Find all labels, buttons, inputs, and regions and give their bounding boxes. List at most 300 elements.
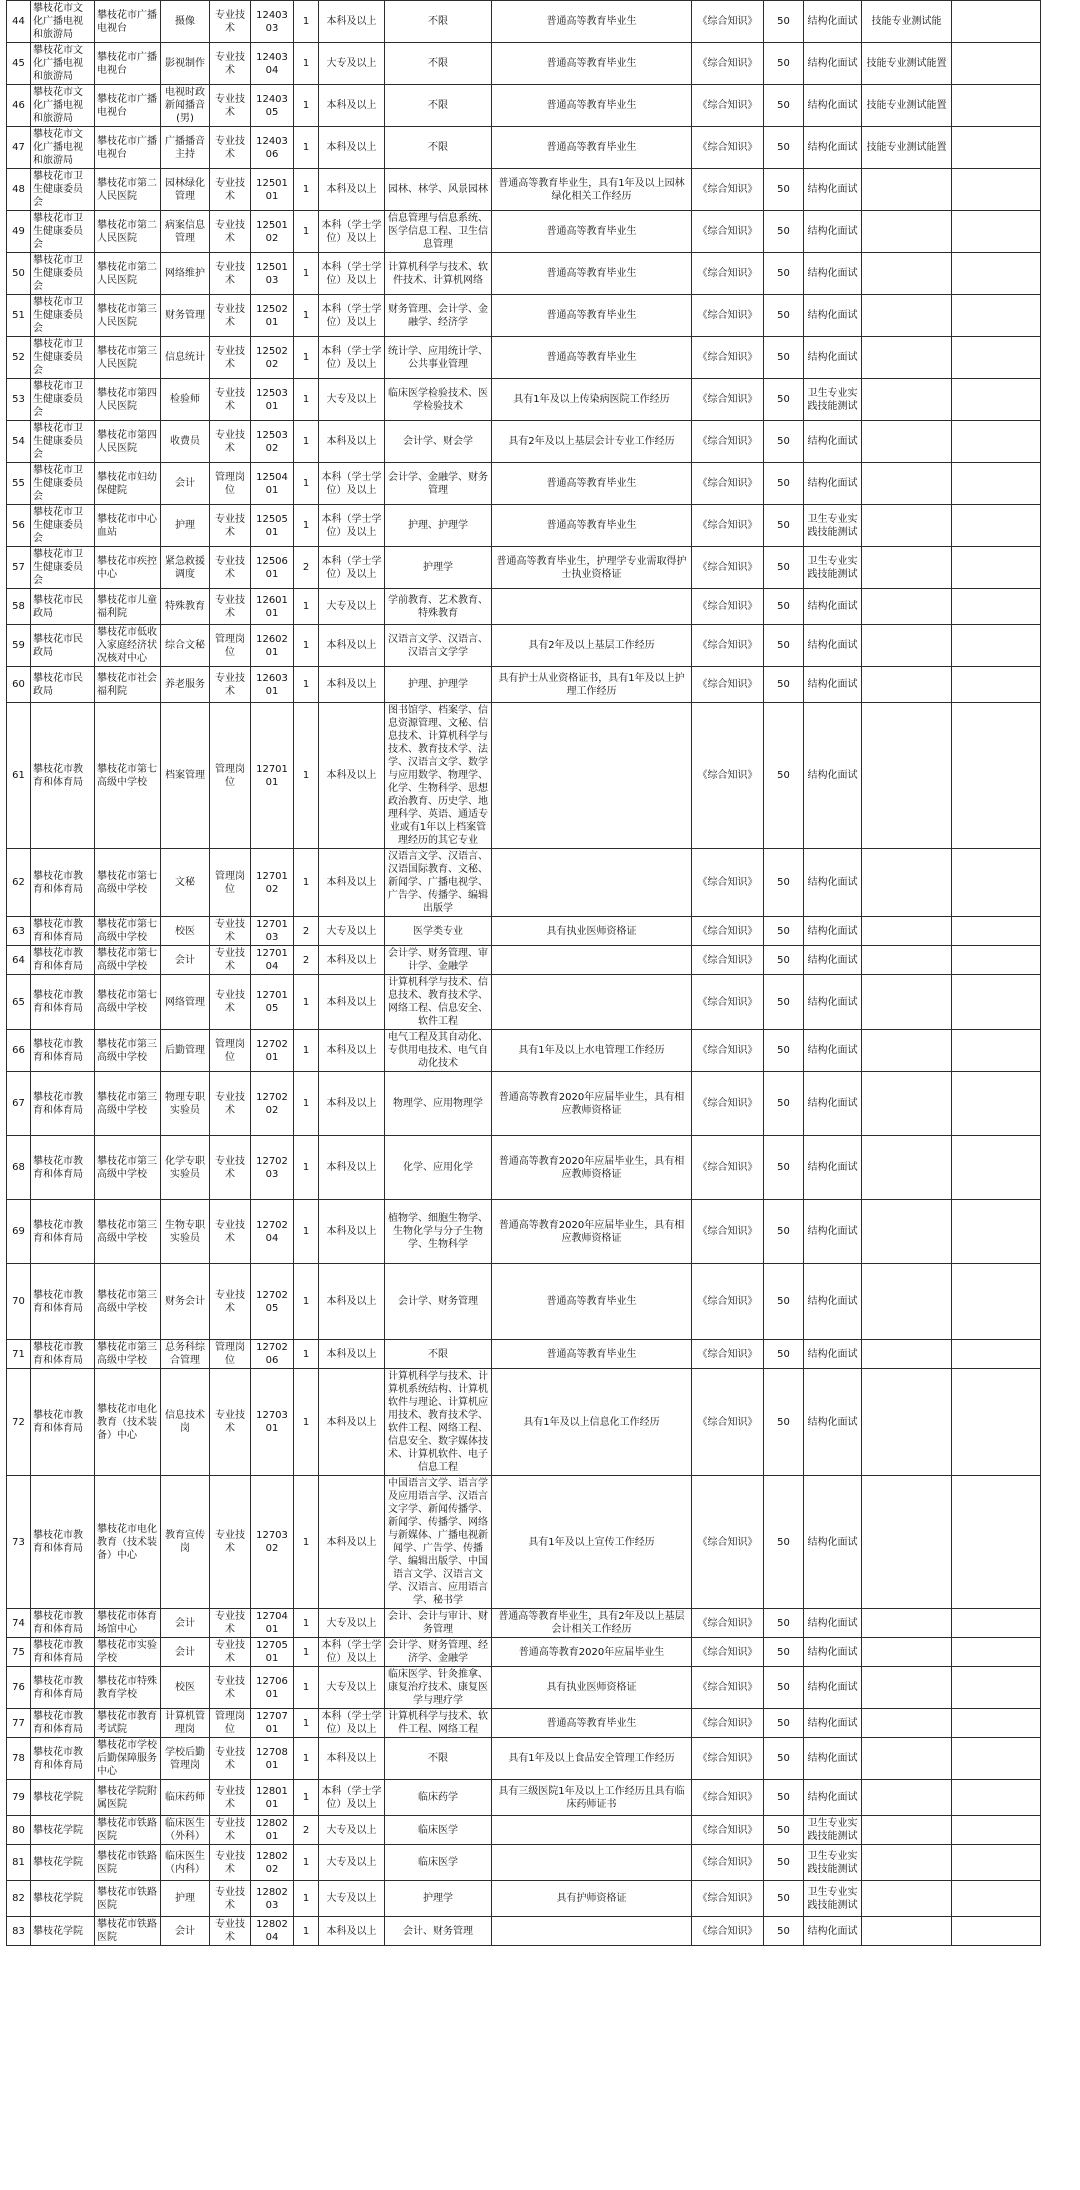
- cell-interview-method: 结构化面试: [804, 85, 862, 127]
- cell-interview-extra: [862, 1667, 952, 1709]
- cell-exam-ratio: 50: [764, 421, 804, 463]
- table-row: [7, 1881, 1041, 1917]
- cell-position-type: 专业技术: [210, 505, 251, 547]
- cell-row-number: 81: [7, 1845, 31, 1881]
- cell-education: 大专及以上: [319, 43, 385, 85]
- cell-interview-extra: [862, 1072, 952, 1136]
- cell-unit: 攀枝花市实验学校: [95, 1638, 161, 1667]
- cell-department: 攀枝花市卫生健康委员会: [31, 547, 95, 589]
- cell-interview-extra: [862, 1816, 952, 1845]
- cell-position-type: 专业技术: [210, 1638, 251, 1667]
- cell-position-code: 1270101: [251, 703, 294, 849]
- cell-remark: [952, 1200, 1041, 1264]
- cell-interview-method: 结构化面试: [804, 1136, 862, 1200]
- cell-exam-ratio: 50: [764, 1816, 804, 1845]
- cell-education: 本科（学士学位）及以上: [319, 211, 385, 253]
- cell-unit: 攀枝花市教育考试院: [95, 1709, 161, 1738]
- cell-interview-extra: [862, 1136, 952, 1200]
- cell-remark: [952, 1476, 1041, 1609]
- cell-unit: 攀枝花市第三人民医院: [95, 337, 161, 379]
- cell-position: 养老服务: [161, 667, 210, 703]
- cell-education: 本科（学士学位）及以上: [319, 253, 385, 295]
- cell-row-number: 65: [7, 975, 31, 1030]
- cell-remark: [952, 1709, 1041, 1738]
- cell-exam-subject: 《综合知识》: [692, 1136, 764, 1200]
- cell-interview-method: 结构化面试: [804, 1, 862, 43]
- cell-remark: [952, 667, 1041, 703]
- cell-unit: 攀枝花市疾控中心: [95, 547, 161, 589]
- cell-row-number: 46: [7, 85, 31, 127]
- cell-other-requirements: 普通高等教育毕业生: [492, 1264, 692, 1340]
- cell-department: 攀枝花市卫生健康委员会: [31, 337, 95, 379]
- cell-remark: [952, 975, 1041, 1030]
- cell-position: 紧急救援调度: [161, 547, 210, 589]
- cell-major: 不限: [385, 85, 492, 127]
- cell-exam-ratio: 50: [764, 1072, 804, 1136]
- cell-other-requirements: 普通高等教育毕业生: [492, 337, 692, 379]
- cell-interview-method: 结构化面试: [804, 1030, 862, 1072]
- cell-major: 统计学、应用统计学、公共事业管理: [385, 337, 492, 379]
- table-row: [7, 1816, 1041, 1845]
- cell-quota: 1: [294, 589, 319, 625]
- cell-major: 学前教育、艺术教育、特殊教育: [385, 589, 492, 625]
- cell-unit: 攀枝花市铁路医院: [95, 1845, 161, 1881]
- cell-exam-subject: 《综合知识》: [692, 625, 764, 667]
- cell-major: 临床药学: [385, 1780, 492, 1816]
- cell-remark: [952, 295, 1041, 337]
- cell-exam-ratio: 50: [764, 1264, 804, 1340]
- cell-unit: 攀枝花市第七高级中学校: [95, 975, 161, 1030]
- cell-position-type: 专业技术: [210, 1780, 251, 1816]
- cell-position-code: 1270201: [251, 1030, 294, 1072]
- cell-other-requirements: 普通高等教育毕业生: [492, 85, 692, 127]
- cell-quota: 1: [294, 1476, 319, 1609]
- cell-major: 会计学、财务管理、审计学、金融学: [385, 946, 492, 975]
- cell-position: 特殊教育: [161, 589, 210, 625]
- cell-position: 护理: [161, 1881, 210, 1917]
- table-row: [7, 127, 1041, 169]
- cell-position-code: 1260201: [251, 625, 294, 667]
- cell-position: 物理专职实验员: [161, 1072, 210, 1136]
- cell-position-type: 专业技术: [210, 337, 251, 379]
- cell-interview-method: 结构化面试: [804, 625, 862, 667]
- table-row: [7, 337, 1041, 379]
- cell-position-code: 1270104: [251, 946, 294, 975]
- cell-position-code: 1240304: [251, 43, 294, 85]
- cell-remark: [952, 169, 1041, 211]
- cell-department: 攀枝花市文化广播电视和旅游局: [31, 1, 95, 43]
- cell-other-requirements: 具有1年及以上信息化工作经历: [492, 1369, 692, 1476]
- cell-major: 不限: [385, 127, 492, 169]
- cell-interview-method: 结构化面试: [804, 169, 862, 211]
- cell-interview-method: 结构化面试: [804, 1738, 862, 1780]
- cell-position: 校医: [161, 917, 210, 946]
- cell-interview-method: 结构化面试: [804, 1667, 862, 1709]
- cell-position-type: 专业技术: [210, 946, 251, 975]
- cell-position-type: 专业技术: [210, 1816, 251, 1845]
- cell-unit: 攀枝花市广播电视台: [95, 127, 161, 169]
- cell-position: 文秘: [161, 849, 210, 917]
- cell-exam-ratio: 50: [764, 85, 804, 127]
- cell-interview-method: 结构化面试: [804, 1340, 862, 1369]
- cell-education: 大专及以上: [319, 1667, 385, 1709]
- cell-unit: 攀枝花市第三高级中学校: [95, 1030, 161, 1072]
- cell-education: 大专及以上: [319, 589, 385, 625]
- cell-major: 会计、财务管理: [385, 1917, 492, 1946]
- cell-major: 会计学、财务管理: [385, 1264, 492, 1340]
- cell-unit: 攀枝花市第七高级中学校: [95, 703, 161, 849]
- cell-position-code: 1250101: [251, 169, 294, 211]
- cell-interview-method: 结构化面试: [804, 295, 862, 337]
- cell-department: 攀枝花市教育和体育局: [31, 1638, 95, 1667]
- cell-major: 物理学、应用物理学: [385, 1072, 492, 1136]
- cell-department: 攀枝花市卫生健康委员会: [31, 253, 95, 295]
- cell-quota: 1: [294, 1340, 319, 1369]
- table-row: [7, 1609, 1041, 1638]
- cell-major: 不限: [385, 1, 492, 43]
- cell-unit: 攀枝花市第七高级中学校: [95, 849, 161, 917]
- cell-department: 攀枝花市教育和体育局: [31, 1369, 95, 1476]
- cell-quota: 1: [294, 463, 319, 505]
- cell-unit: 攀枝花市第三高级中学校: [95, 1072, 161, 1136]
- cell-exam-ratio: 50: [764, 1369, 804, 1476]
- cell-position-code: 1270801: [251, 1738, 294, 1780]
- cell-exam-ratio: 50: [764, 667, 804, 703]
- cell-exam-subject: 《综合知识》: [692, 1340, 764, 1369]
- cell-row-number: 52: [7, 337, 31, 379]
- cell-row-number: 53: [7, 379, 31, 421]
- table-row: [7, 379, 1041, 421]
- cell-department: 攀枝花市教育和体育局: [31, 849, 95, 917]
- cell-remark: [952, 1738, 1041, 1780]
- cell-unit: 攀枝花市广播电视台: [95, 1, 161, 43]
- cell-position: 学校后勤管理岗: [161, 1738, 210, 1780]
- cell-remark: [952, 1030, 1041, 1072]
- cell-remark: [952, 1369, 1041, 1476]
- cell-exam-subject: 《综合知识》: [692, 1, 764, 43]
- cell-exam-ratio: 50: [764, 1667, 804, 1709]
- cell-position-code: 1250301: [251, 379, 294, 421]
- cell-unit: 攀枝花市第二人民医院: [95, 211, 161, 253]
- cell-position: 会计: [161, 946, 210, 975]
- cell-other-requirements: 普通高等教育2020年应届毕业生: [492, 1638, 692, 1667]
- cell-unit: 攀枝花市第三高级中学校: [95, 1136, 161, 1200]
- cell-remark: [952, 337, 1041, 379]
- cell-remark: [952, 1845, 1041, 1881]
- cell-quota: 1: [294, 1609, 319, 1638]
- cell-interview-method: 结构化面试: [804, 1200, 862, 1264]
- table-row: [7, 43, 1041, 85]
- cell-major: 不限: [385, 43, 492, 85]
- cell-row-number: 77: [7, 1709, 31, 1738]
- cell-position-type: 专业技术: [210, 1476, 251, 1609]
- cell-department: 攀枝花市文化广播电视和旅游局: [31, 43, 95, 85]
- cell-quota: 1: [294, 975, 319, 1030]
- cell-exam-subject: 《综合知识》: [692, 917, 764, 946]
- cell-quota: 1: [294, 421, 319, 463]
- cell-position-type: 专业技术: [210, 1, 251, 43]
- cell-position-code: 1270302: [251, 1476, 294, 1609]
- cell-education: 大专及以上: [319, 1845, 385, 1881]
- cell-education: 本科及以上: [319, 1264, 385, 1340]
- cell-interview-method: 卫生专业实践技能测试: [804, 379, 862, 421]
- cell-unit: 攀枝花市第七高级中学校: [95, 917, 161, 946]
- cell-exam-ratio: 50: [764, 253, 804, 295]
- cell-major: 医学类专业: [385, 917, 492, 946]
- cell-major: 植物学、细胞生物学、生物化学与分子生物学、生物科学: [385, 1200, 492, 1264]
- cell-interview-extra: [862, 975, 952, 1030]
- cell-unit: 攀枝花市中心血站: [95, 505, 161, 547]
- cell-interview-method: 卫生专业实践技能测试: [804, 505, 862, 547]
- cell-exam-subject: 《综合知识》: [692, 1609, 764, 1638]
- cell-position-code: 1250103: [251, 253, 294, 295]
- cell-interview-method: 结构化面试: [804, 1476, 862, 1609]
- cell-unit: 攀枝花市广播电视台: [95, 43, 161, 85]
- cell-exam-ratio: 50: [764, 379, 804, 421]
- cell-other-requirements: 具有护师资格证: [492, 1881, 692, 1917]
- cell-exam-subject: 《综合知识》: [692, 127, 764, 169]
- cell-exam-subject: 《综合知识》: [692, 1667, 764, 1709]
- cell-position: 收费员: [161, 421, 210, 463]
- cell-row-number: 82: [7, 1881, 31, 1917]
- cell-position-type: 专业技术: [210, 1845, 251, 1881]
- cell-exam-subject: 《综合知识》: [692, 849, 764, 917]
- cell-major: 化学、应用化学: [385, 1136, 492, 1200]
- cell-other-requirements: [492, 1917, 692, 1946]
- cell-quota: 2: [294, 946, 319, 975]
- cell-interview-extra: [862, 667, 952, 703]
- cell-interview-extra: [862, 1476, 952, 1609]
- cell-position: 临床医生（内科）: [161, 1845, 210, 1881]
- cell-exam-ratio: 50: [764, 1780, 804, 1816]
- cell-row-number: 56: [7, 505, 31, 547]
- cell-exam-ratio: 50: [764, 1, 804, 43]
- cell-other-requirements: [492, 589, 692, 625]
- cell-education: 大专及以上: [319, 379, 385, 421]
- cell-position-type: 专业技术: [210, 295, 251, 337]
- cell-unit: 攀枝花市第三人民医院: [95, 295, 161, 337]
- cell-position-type: 管理岗位: [210, 1030, 251, 1072]
- cell-unit: 攀枝花市第三高级中学校: [95, 1264, 161, 1340]
- cell-interview-extra: [862, 337, 952, 379]
- cell-unit: 攀枝花市妇幼保健院: [95, 463, 161, 505]
- cell-interview-extra: [862, 1340, 952, 1369]
- cell-education: 本科及以上: [319, 421, 385, 463]
- cell-exam-subject: 《综合知识》: [692, 589, 764, 625]
- cell-position: 校医: [161, 1667, 210, 1709]
- cell-interview-method: 结构化面试: [804, 211, 862, 253]
- cell-remark: [952, 1340, 1041, 1369]
- cell-row-number: 48: [7, 169, 31, 211]
- cell-department: 攀枝花市卫生健康委员会: [31, 463, 95, 505]
- cell-department: 攀枝花市教育和体育局: [31, 1072, 95, 1136]
- cell-interview-extra: [862, 917, 952, 946]
- cell-position-code: 1250302: [251, 421, 294, 463]
- cell-interview-method: 卫生专业实践技能测试: [804, 1845, 862, 1881]
- cell-position: 检验师: [161, 379, 210, 421]
- table-row: [7, 589, 1041, 625]
- cell-department: 攀枝花学院: [31, 1780, 95, 1816]
- cell-interview-method: 结构化面试: [804, 849, 862, 917]
- cell-education: 本科及以上: [319, 1369, 385, 1476]
- cell-position: 计算机管理岗: [161, 1709, 210, 1738]
- table-row: [7, 1780, 1041, 1816]
- table-row: [7, 975, 1041, 1030]
- cell-department: 攀枝花市文化广播电视和旅游局: [31, 127, 95, 169]
- cell-remark: [952, 463, 1041, 505]
- cell-row-number: 45: [7, 43, 31, 85]
- cell-interview-method: 结构化面试: [804, 463, 862, 505]
- cell-quota: 1: [294, 1845, 319, 1881]
- cell-interview-method: 结构化面试: [804, 127, 862, 169]
- cell-unit: 攀枝花市第四人民医院: [95, 421, 161, 463]
- cell-position-type: 管理岗位: [210, 703, 251, 849]
- cell-other-requirements: 具有2年及以上基层会计专业工作经历: [492, 421, 692, 463]
- cell-row-number: 70: [7, 1264, 31, 1340]
- table-row: [7, 917, 1041, 946]
- recruitment-table: [6, 0, 1041, 1946]
- cell-position-code: 1270501: [251, 1638, 294, 1667]
- cell-exam-subject: 《综合知识》: [692, 43, 764, 85]
- cell-interview-method: 结构化面试: [804, 946, 862, 975]
- cell-interview-method: 结构化面试: [804, 43, 862, 85]
- cell-unit: 攀枝花市第二人民医院: [95, 253, 161, 295]
- cell-quota: 1: [294, 253, 319, 295]
- cell-other-requirements: 普通高等教育毕业生: [492, 1709, 692, 1738]
- cell-remark: [952, 703, 1041, 849]
- cell-exam-subject: 《综合知识》: [692, 463, 764, 505]
- cell-interview-extra: [862, 547, 952, 589]
- cell-other-requirements: 具有1年及以上传染病医院工作经历: [492, 379, 692, 421]
- cell-position-code: 1270601: [251, 1667, 294, 1709]
- cell-interview-extra: [862, 295, 952, 337]
- table-row: [7, 849, 1041, 917]
- cell-remark: [952, 1667, 1041, 1709]
- cell-quota: 1: [294, 1072, 319, 1136]
- cell-interview-method: 结构化面试: [804, 1709, 862, 1738]
- cell-position-type: 专业技术: [210, 127, 251, 169]
- cell-interview-method: 结构化面试: [804, 1609, 862, 1638]
- cell-unit: 攀枝花市铁路医院: [95, 1816, 161, 1845]
- cell-position: 网络维护: [161, 253, 210, 295]
- cell-major: 会计、会计与审计、财务管理: [385, 1609, 492, 1638]
- cell-other-requirements: [492, 975, 692, 1030]
- cell-position: 摄像: [161, 1, 210, 43]
- cell-remark: [952, 127, 1041, 169]
- cell-unit: 攀枝花市铁路医院: [95, 1917, 161, 1946]
- cell-exam-ratio: 50: [764, 1340, 804, 1369]
- cell-major: 会计学、财务管理、经济学、金融学: [385, 1638, 492, 1667]
- cell-other-requirements: 普通高等教育毕业生: [492, 463, 692, 505]
- cell-exam-subject: 《综合知识》: [692, 505, 764, 547]
- cell-position-type: 专业技术: [210, 253, 251, 295]
- cell-exam-ratio: 50: [764, 505, 804, 547]
- cell-interview-extra: [862, 703, 952, 849]
- cell-position: 会计: [161, 1609, 210, 1638]
- cell-department: 攀枝花市教育和体育局: [31, 1030, 95, 1072]
- cell-other-requirements: 普通高等教育2020年应届毕业生，具有相应教师资格证: [492, 1200, 692, 1264]
- cell-exam-ratio: 50: [764, 43, 804, 85]
- cell-exam-ratio: 50: [764, 169, 804, 211]
- cell-quota: 1: [294, 625, 319, 667]
- cell-position-code: 1250401: [251, 463, 294, 505]
- cell-education: 本科（学士学位）及以上: [319, 295, 385, 337]
- cell-position: 园林绿化管理: [161, 169, 210, 211]
- cell-position-type: 专业技术: [210, 1264, 251, 1340]
- table-row: [7, 1072, 1041, 1136]
- cell-remark: [952, 253, 1041, 295]
- table-row: [7, 625, 1041, 667]
- cell-interview-method: 结构化面试: [804, 975, 862, 1030]
- cell-other-requirements: 普通高等教育毕业生: [492, 505, 692, 547]
- cell-position-code: 1260101: [251, 589, 294, 625]
- cell-other-requirements: [492, 703, 692, 849]
- cell-interview-extra: [862, 253, 952, 295]
- table-row: [7, 1667, 1041, 1709]
- table-row: [7, 505, 1041, 547]
- cell-position-type: 专业技术: [210, 1667, 251, 1709]
- cell-quota: 1: [294, 1200, 319, 1264]
- cell-exam-ratio: 50: [764, 589, 804, 625]
- cell-quota: 1: [294, 667, 319, 703]
- cell-quota: 1: [294, 169, 319, 211]
- cell-row-number: 68: [7, 1136, 31, 1200]
- cell-exam-subject: 《综合知识》: [692, 295, 764, 337]
- cell-department: 攀枝花市卫生健康委员会: [31, 211, 95, 253]
- cell-position: 后勤管理: [161, 1030, 210, 1072]
- table-row: [7, 703, 1041, 849]
- table-row: [7, 1030, 1041, 1072]
- cell-remark: [952, 917, 1041, 946]
- cell-position-code: 1280201: [251, 1816, 294, 1845]
- cell-position-type: 专业技术: [210, 1072, 251, 1136]
- table-row: [7, 1200, 1041, 1264]
- cell-other-requirements: 普通高等教育毕业生: [492, 1, 692, 43]
- table-row: [7, 169, 1041, 211]
- cell-position: 信息技术岗: [161, 1369, 210, 1476]
- cell-exam-subject: 《综合知识》: [692, 1030, 764, 1072]
- cell-interview-extra: [862, 1264, 952, 1340]
- cell-row-number: 63: [7, 917, 31, 946]
- cell-position-type: 专业技术: [210, 917, 251, 946]
- cell-quota: 1: [294, 1738, 319, 1780]
- cell-department: 攀枝花市卫生健康委员会: [31, 169, 95, 211]
- cell-position-type: 专业技术: [210, 667, 251, 703]
- cell-department: 攀枝花市教育和体育局: [31, 1609, 95, 1638]
- cell-row-number: 49: [7, 211, 31, 253]
- cell-position: 护理: [161, 505, 210, 547]
- cell-education: 本科及以上: [319, 1136, 385, 1200]
- cell-position-type: 专业技术: [210, 975, 251, 1030]
- cell-interview-extra: 技能专业测试能: [862, 1, 952, 43]
- cell-exam-subject: 《综合知识》: [692, 1881, 764, 1917]
- cell-department: 攀枝花市教育和体育局: [31, 946, 95, 975]
- cell-position-code: 1270202: [251, 1072, 294, 1136]
- cell-row-number: 62: [7, 849, 31, 917]
- cell-education: 本科及以上: [319, 1072, 385, 1136]
- cell-row-number: 79: [7, 1780, 31, 1816]
- table-row: [7, 1845, 1041, 1881]
- cell-exam-subject: 《综合知识》: [692, 379, 764, 421]
- cell-position: 影视制作: [161, 43, 210, 85]
- cell-row-number: 66: [7, 1030, 31, 1072]
- cell-exam-subject: 《综合知识》: [692, 1476, 764, 1609]
- cell-remark: [952, 505, 1041, 547]
- cell-position: 电视时政新闻播音(男): [161, 85, 210, 127]
- cell-position-type: 专业技术: [210, 211, 251, 253]
- cell-major: 临床医学、针灸推拿、康复治疗技术、康复医学与理疗学: [385, 1667, 492, 1709]
- cell-major: 图书馆学、档案学、信息资源管理、文秘、信息技术、计算机科学与技术、教育技术学、法学、汉语言文学、数学与应用数学、物理学、化学、生物科学、思想政治教育、历史学、地理科学、英语、通适专业或有1年以上档案管理经历的其它专业: [385, 703, 492, 849]
